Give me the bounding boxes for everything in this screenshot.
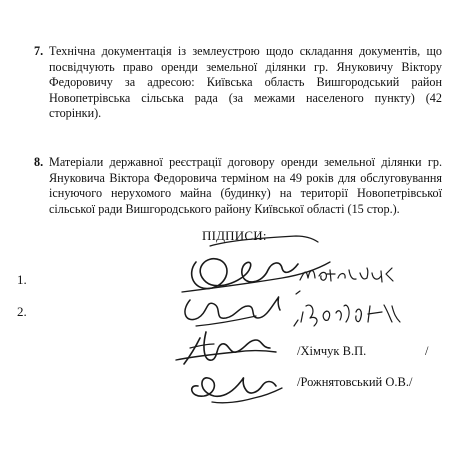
signature-2: [185, 297, 280, 326]
list-item-7: [34, 44, 442, 122]
list-item-text: Технічна документація із землеустрою щодо складання документів, що посвідчують право оренди земельної ділянки гр. Януковичу Віктору Федоровичу за адресою: Київська область Вишгородський район Новопетрівська сільська рада (за межами населеного пункту) (42 сторінки).: [49, 44, 442, 121]
signer-name: /Хімчук В.П.: [297, 344, 367, 358]
list-item-number: 7.: [34, 44, 44, 58]
list-item-text: Матеріали державної реєстрації договору оренди земельної ділянки гр. Януковича Віктора Федоровича терміном на 49 років для обслуговування існуючого нерухомого майна (будинку) на території Новопетрівської сільської ради Вишгородського району Київської області (15 стор.).: [49, 155, 442, 216]
signature-number: 1.: [17, 272, 27, 287]
signature-3: [176, 332, 276, 364]
signature-number: 2.: [17, 304, 27, 319]
closing-slash: /: [425, 344, 429, 358]
signer-name: /Рожнятовський О.В./: [297, 375, 413, 389]
signature-1: [182, 236, 330, 292]
list-item-number: 8.: [34, 155, 44, 169]
handwritten-name-1: [296, 268, 393, 294]
list-item-8: [34, 155, 442, 217]
signatures-heading: ПІДПИСИ:: [202, 228, 267, 243]
handwritten-name-2: [294, 305, 400, 326]
signature-4: [192, 378, 282, 403]
